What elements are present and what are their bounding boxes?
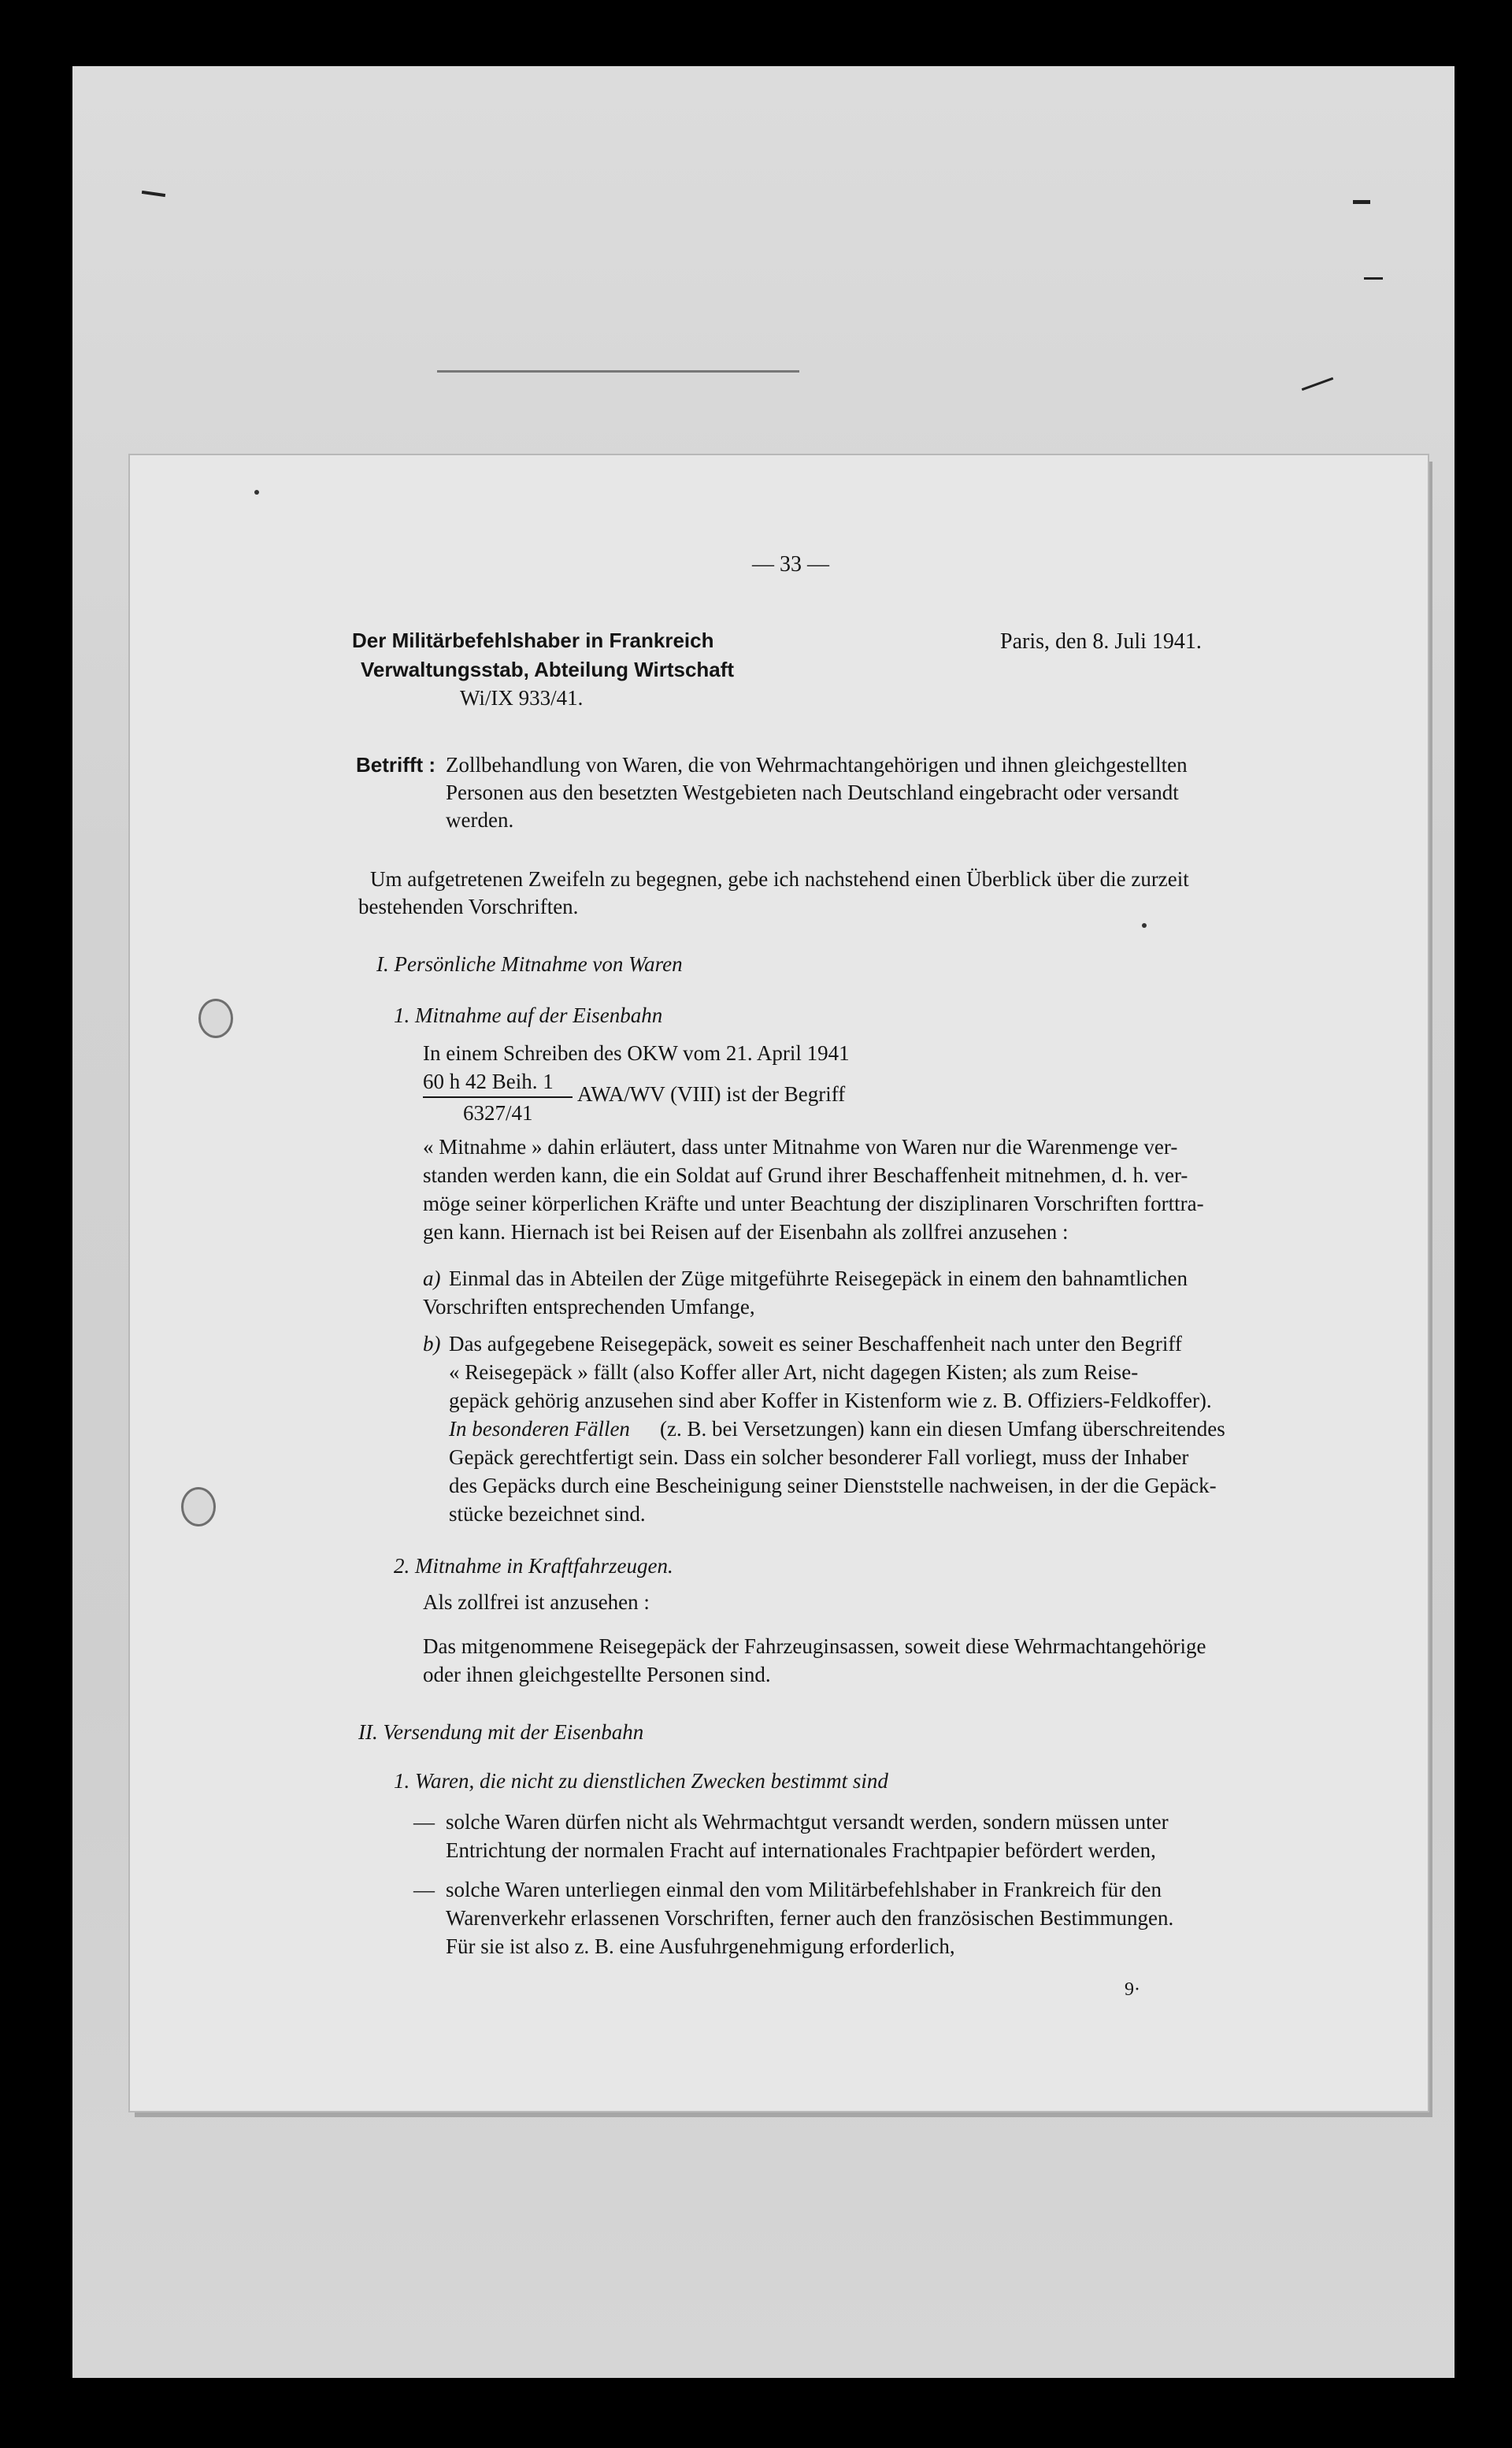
item-a-line: Vorschriften entsprechenden Umfange, (423, 1295, 755, 1319)
intro-line: Um aufgetretenen Zweifeln zu begegnen, gebe ich nachstehend einen Überblick über die zurzeit (370, 867, 1189, 891)
place-date: Paris, den 8. Juli 1941. (1000, 629, 1202, 654)
dash-2-line: Für sie ist also z. B. eine Ausfuhrgenehmigung erforderlich, (446, 1934, 955, 1958)
item-b-line: des Gepäcks durch eine Bescheinigung seiner Dienststelle nachweisen, in der die Gepäck- (449, 1474, 1217, 1497)
punch-hole (198, 999, 233, 1038)
dash-marker: — (413, 1810, 435, 1834)
dash-1-line: solche Waren dürfen nicht als Wehrmachtgut versandt werden, sondern müssen unter (446, 1810, 1169, 1834)
margin-mark (1364, 277, 1383, 280)
item-b-line: « Reisegepäck » fällt (also Koffer aller Art, nicht dagegen Kisten; als zum Reise- (449, 1360, 1139, 1384)
subsection-1-2-heading: 2. Mitnahme in Kraftfahrzeugen. (394, 1554, 673, 1578)
margin-mark (437, 370, 799, 373)
subject-line: Zollbehandlung von Waren, die von Wehrmachtangehörigen und ihnen gleichgestellten (446, 753, 1188, 777)
subsection-2-1-heading: 1. Waren, die nicht zu dienstlichen Zwecken bestimmt sind (394, 1769, 888, 1793)
speck (254, 490, 259, 495)
authority-line-2: Verwaltungsstab, Abteilung Wirtschaft (361, 658, 735, 681)
margin-mark (1353, 200, 1370, 204)
fraction-numerator: 60 h 42 Beih. 1 (423, 1070, 554, 1093)
item-b-line: stücke bezeichnet sind. (449, 1502, 646, 1526)
subject-line: Personen aus den besetzten Westgebieten nach Deutschland eingebracht oder versandt (446, 781, 1179, 804)
reference-number: Wi/IX 933/41. (460, 686, 584, 710)
item-b-italic-lead: In besonderen Fällen (449, 1417, 630, 1441)
authority-line-1: Der Militärbefehlshaber in Frankreich (352, 629, 714, 652)
definition-line: gen kann. Hiernach ist bei Reisen auf der Eisenbahn als zollfrei anzusehen : (423, 1220, 1069, 1244)
vehicle-line: oder ihnen gleichgestellte Personen sind. (423, 1663, 771, 1686)
definition-line: « Mitnahme » dahin erläutert, dass unter Mitnahme von Waren nur die Warenmenge ver- (423, 1135, 1178, 1159)
punch-hole (181, 1487, 216, 1526)
intro-line: bestehenden Vorschriften. (358, 895, 579, 918)
page-number: — 33 — (752, 552, 829, 577)
item-b-line: gepäck gehörig anzusehen sind aber Koffer in Kistenform wie z. B. Offiziers-Feldkoffer). (449, 1389, 1212, 1412)
okw-letter-line: In einem Schreiben des OKW vom 21. April 1941 (423, 1041, 850, 1065)
item-b-line: Gepäck gerechtfertigt sein. Dass ein solcher besonderer Fall vorliegt, muss der Inhaber (449, 1445, 1189, 1469)
item-b-marker: b) (423, 1332, 441, 1356)
speck (1142, 923, 1147, 928)
definition-line: standen werden kann, die ein Soldat auf Grund ihrer Beschaffenheit mitnehmen, d. h. ver- (423, 1163, 1188, 1187)
footer-mark: 9· (1125, 1979, 1140, 2000)
fraction-line (423, 1096, 573, 1098)
item-b-line: Das aufgegebene Reisegepäck, soweit es seiner Beschaffenheit nach unter den Begriff (449, 1332, 1182, 1356)
vehicle-line: Das mitgenommene Reisegepäck der Fahrzeuginsassen, soweit diese Wehrmachtangehörige (423, 1634, 1206, 1658)
dash-2-line: solche Waren unterliegen einmal den vom Militärbefehlshaber in Frankreich für den (446, 1878, 1162, 1901)
dash-2-line: Warenverkehr erlassenen Vorschriften, ferner auch den französischen Bestimmungen. (446, 1906, 1174, 1930)
item-b-line: (z. B. bei Versetzungen) kann ein diesen Umfang überschreitendes (660, 1417, 1225, 1441)
dash-1-line: Entrichtung der normalen Fracht auf internationales Frachtpapier befördert werden, (446, 1838, 1156, 1862)
dash-marker: — (413, 1878, 435, 1901)
fraction-rest: AWA/WV (VIII) ist der Begriff (577, 1082, 846, 1106)
tax-free-line: Als zollfrei ist anzusehen : (423, 1590, 650, 1614)
subject-label: Betrifft : (356, 753, 436, 777)
fraction-denominator: 6327/41 (463, 1101, 533, 1125)
subsection-1-1-heading: 1. Mitnahme auf der Eisenbahn (394, 1003, 663, 1027)
item-a-marker: a) (423, 1267, 441, 1290)
subject-line: werden. (446, 808, 514, 832)
section-2-heading: II. Versendung mit der Eisenbahn (358, 1720, 644, 1744)
section-1-heading: I. Persönliche Mitnahme von Waren (376, 952, 683, 976)
definition-line: möge seiner körperlichen Kräfte und unter Beachtung der disziplinaren Vorschriften forttra- (423, 1192, 1204, 1215)
item-a-line: Einmal das in Abteilen der Züge mitgeführte Reisegepäck in einem den bahnamtlichen (449, 1267, 1188, 1290)
